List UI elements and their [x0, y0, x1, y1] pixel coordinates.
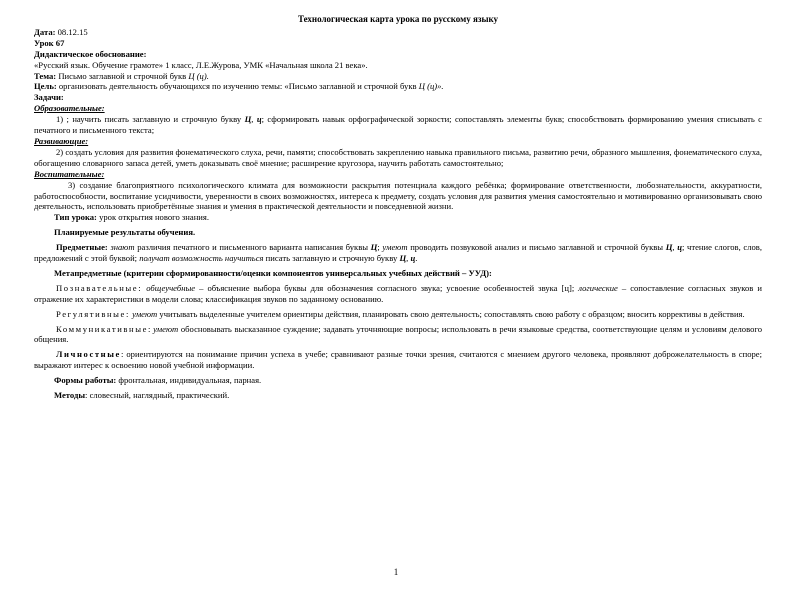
subj-letter-2: Ц	[665, 242, 673, 253]
upbr-text: 3) создание благоприятного психологического климата для возможности раскрытия потенциала каждого ребёнка; формирование ответственности, любознательности, аккуратности, работоспособности, воспитание усидчивости, уверенности в своих возможностях, интереса к предмету, создать условия для развития умения самостоятельно и мотивированно организовывать свою деятельность, использовать приобретённые знания и умения в практической деятельности и повседневной жизни.	[34, 179, 762, 212]
dev-label: Развивающие:	[34, 135, 89, 146]
meta-label: Метапредметные (критерии сформированности/оценки компонентов универсальных учебных действий – УУД):	[54, 267, 492, 278]
lesson-number: Урок 67	[34, 37, 65, 48]
page-number: 1	[393, 567, 399, 577]
subj-text-2: ;	[377, 242, 383, 253]
goal-label: Цель:	[34, 81, 57, 92]
forms-line	[34, 375, 762, 386]
subj-text-6: писать заглавную и строчную букву	[263, 253, 400, 264]
communicative-results	[34, 324, 762, 346]
pers-text: : ориентируются на понимание причин успеха в учебе; сравнивают разные точки зрения, считаются с мнением другого человека, проявляют доброжелательность в споре; выражают интерес к освоению новой учебной информации.	[34, 349, 762, 371]
pers-label: Личностные	[56, 349, 121, 360]
didactic-label: Дидактическое обоснование:	[34, 48, 147, 59]
regulatory-results	[34, 309, 762, 320]
forms-text: фронтальная, индивидуальная, парная.	[116, 375, 262, 386]
edu-letter-1: Ц	[244, 114, 252, 125]
subj-text-3: проводить позвуковой анализ и письмо заглавной и строчной буквы	[407, 242, 666, 253]
type-text: урок открытия нового знания.	[96, 212, 209, 223]
subj-label: Предметные:	[56, 242, 108, 253]
edu-sep: ,	[251, 114, 257, 125]
comm-colon: :	[148, 323, 154, 334]
edu-text	[34, 114, 762, 136]
subj-letter-5: ц	[410, 253, 416, 264]
subj-know: знают	[107, 242, 135, 253]
date-label: Дата:	[34, 26, 56, 37]
edu-text-2: ; сформировать навык орфографической зоркости; сопоставлять элементы букв; способствовать формированию умения списывать с печатного и письменного текста;	[34, 114, 762, 136]
goal-line	[34, 81, 762, 92]
goal-letters: Ц (ц)».	[418, 81, 444, 92]
personal-results	[34, 349, 762, 371]
methods-text: : словесный, наглядный, практический.	[85, 390, 230, 401]
date-line	[34, 27, 762, 38]
lesson-type-line	[34, 212, 762, 223]
subj-can: умеют	[382, 242, 408, 253]
cognitive-results	[34, 283, 762, 305]
subj-text-4: ,	[672, 242, 678, 253]
didactic-text: «Русский язык. Обучение грамоте» 1 класс, Л.Е.Журова, УМК «Начальная школа 21 века».	[34, 59, 368, 70]
topic-line	[34, 71, 762, 82]
reg-can: умеют	[129, 308, 158, 319]
goal-text: организовать деятельность обучающихся по изучению темы: «Письмо заглавной и строчной букв	[56, 81, 419, 92]
subj-chance: получат возможность научиться	[139, 253, 264, 264]
subject-results	[34, 242, 762, 264]
comm-can: умеют	[153, 323, 179, 334]
cog-text-1: – объяснение выбора буквы для обозначения согласного звука; усвоение особенностей звука [ц];	[195, 282, 579, 293]
type-label: Тип урока:	[54, 212, 97, 223]
cog-label: Познавательные:	[56, 282, 143, 293]
subj-letter-4: Ц	[399, 253, 407, 264]
edu-letter-2: ц	[256, 114, 262, 125]
date-value: 08.12.15	[55, 26, 88, 37]
topic-letters: Ц (ц).	[188, 70, 209, 81]
topic-text: Письмо заглавной и строчной букв	[56, 70, 189, 81]
subj-letter-3: ц	[677, 242, 682, 253]
reg-label: Регулятивные:	[56, 308, 130, 319]
methods-line	[34, 390, 762, 401]
edu-label: Образовательные:	[34, 103, 105, 114]
methods-label: Методы	[54, 390, 86, 401]
subj-text-5: ; чтение слогов, слов, предложений с этой буквой;	[34, 242, 763, 264]
cog-text-2: – сопоставление согласных звуков и отражение их характеристики в модели слова; классификация звуков по заданному основанию.	[34, 282, 762, 304]
tasks-label: Задачи:	[34, 92, 64, 103]
subj-text-7: ,	[406, 253, 411, 264]
document-page	[34, 14, 762, 401]
comm-text: обосновывать высказанное суждение; задавать уточняющие вопросы; использовать в речи языковые средства, соответствующие целям и условиям делового общения.	[34, 323, 762, 345]
subj-text-1: различия печатного и письменного варианта написания буквы	[134, 242, 371, 253]
document-title: Технологическая карта урока по русскому языку	[297, 14, 499, 24]
results-label: Планируемые результаты обучения.	[54, 227, 196, 238]
cog-logic: логические	[578, 282, 618, 293]
subj-letter-1: Ц	[370, 242, 378, 253]
cog-general: общеучебные	[142, 282, 196, 293]
topic-label: Тема:	[34, 70, 57, 81]
reg-text: учитывать выделенные учителем ориентиры действия, планировать свою деятельность; сопоставлять свою работу с образцом; вносить коррективы в действия.	[157, 308, 745, 319]
dev-text: 2) создать условия для развития фонематического слуха, речи, памяти; способствовать закреплению навыка правильного письма, развитию речи, образного мышления, фонематического слуха, обогащению словарного запаса детей, уметь доказывать своё мнение; расширение кругозора, научить работать самостоятельно;	[34, 146, 762, 168]
forms-label: Формы работы:	[54, 375, 117, 386]
subj-text-8: .	[415, 253, 418, 264]
upbr-label: Воспитательные:	[34, 168, 105, 179]
comm-label: Коммуникативные	[56, 323, 149, 334]
edu-text-1: 1) ; научить писать заглавную и строчную букву	[56, 114, 245, 125]
